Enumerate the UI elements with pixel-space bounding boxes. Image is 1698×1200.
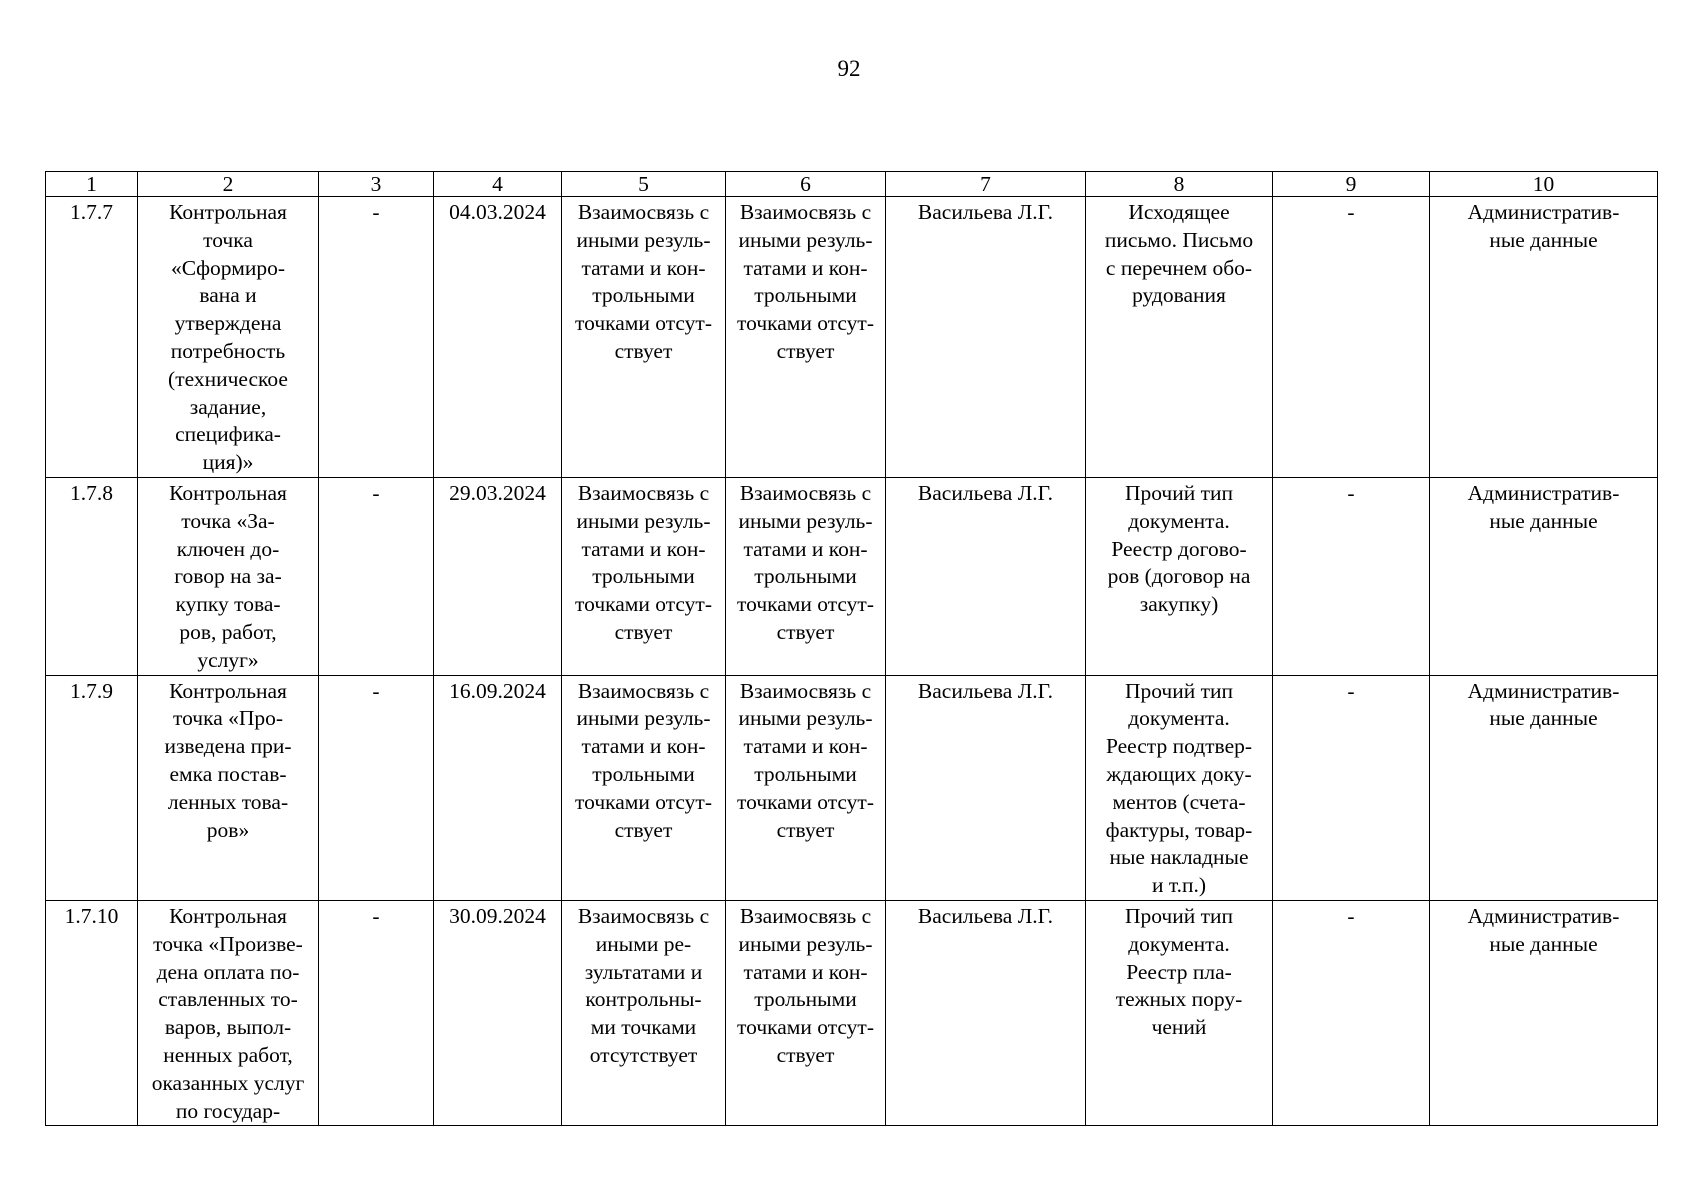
data-source-cell: Административ- ные данные bbox=[1430, 477, 1658, 675]
date-cell: 04.03.2024 bbox=[434, 197, 562, 478]
control-point-name-cell: Контрольная точка «Про- изведена при- емка постав- ленных това- ров» bbox=[138, 675, 319, 900]
column-3-cell: - bbox=[319, 197, 434, 478]
column-number: 6 bbox=[726, 172, 886, 197]
column-9-cell: - bbox=[1273, 675, 1430, 900]
column-number: 1 bbox=[46, 172, 138, 197]
control-point-name-cell: Контрольная точка «За- ключен до- говор на за- купку това- ров, работ, услуг» bbox=[138, 477, 319, 675]
relation-cell-6: Взаимосвязь с иными резуль- татами и кон- трольными точками отсут- ствует bbox=[726, 900, 886, 1125]
relation-cell-6: Взаимосвязь с иными резуль- татами и кон- трольными точками отсут- ствует bbox=[726, 197, 886, 478]
control-points-table bbox=[45, 171, 1658, 1126]
row-number-cell: 1.7.7 bbox=[46, 197, 138, 478]
column-3-cell: - bbox=[319, 675, 434, 900]
data-source-cell: Административ- ные данные bbox=[1430, 197, 1658, 478]
table-row bbox=[46, 900, 1658, 1125]
column-number: 3 bbox=[319, 172, 434, 197]
data-source-cell: Административ- ные данные bbox=[1430, 900, 1658, 1125]
column-number: 2 bbox=[138, 172, 319, 197]
column-number: 8 bbox=[1086, 172, 1273, 197]
column-3-cell: - bbox=[319, 900, 434, 1125]
control-point-name-cell: Контрольная точка «Сформиро- вана и утверждена потребность (техническое задание, специфика- ция)» bbox=[138, 197, 319, 478]
column-number: 7 bbox=[886, 172, 1086, 197]
column-number: 5 bbox=[562, 172, 726, 197]
row-number-cell: 1.7.8 bbox=[46, 477, 138, 675]
document-type-cell: Исходящее письмо. Письмо с перечнем обо- рудования bbox=[1086, 197, 1273, 478]
document-type-cell: Прочий тип документа. Реестр догово- ров (договор на закупку) bbox=[1086, 477, 1273, 675]
responsible-cell: Васильева Л.Г. bbox=[886, 900, 1086, 1125]
column-3-cell: - bbox=[319, 477, 434, 675]
column-9-cell: - bbox=[1273, 197, 1430, 478]
document-type-cell: Прочий тип документа. Реестр пла- тежных пору- чений bbox=[1086, 900, 1273, 1125]
relation-cell-6: Взаимосвязь с иными резуль- татами и кон- трольными точками отсут- ствует bbox=[726, 675, 886, 900]
row-number-cell: 1.7.9 bbox=[46, 675, 138, 900]
relation-cell-5: Взаимосвязь с иными резуль- татами и кон- трольными точками отсут- ствует bbox=[562, 675, 726, 900]
column-number-row bbox=[46, 172, 1658, 197]
document-type-cell: Прочий тип документа. Реестр подтвер- ждающих доку- ментов (счета- фактуры, товар- ные накладные и т.п.) bbox=[1086, 675, 1273, 900]
relation-cell-5: Взаимосвязь с иными ре- зультатами и контрольны- ми точками отсутствует bbox=[562, 900, 726, 1125]
table-row bbox=[46, 477, 1658, 675]
relation-cell-5: Взаимосвязь с иными резуль- татами и кон- трольными точками отсут- ствует bbox=[562, 477, 726, 675]
relation-cell-6: Взаимосвязь с иными резуль- татами и кон- трольными точками отсут- ствует bbox=[726, 477, 886, 675]
date-cell: 29.03.2024 bbox=[434, 477, 562, 675]
column-9-cell: - bbox=[1273, 900, 1430, 1125]
column-number: 9 bbox=[1273, 172, 1430, 197]
responsible-cell: Васильева Л.Г. bbox=[886, 477, 1086, 675]
column-number: 4 bbox=[434, 172, 562, 197]
responsible-cell: Васильева Л.Г. bbox=[886, 675, 1086, 900]
column-number: 10 bbox=[1430, 172, 1658, 197]
row-number-cell: 1.7.10 bbox=[46, 900, 138, 1125]
control-point-name-cell: Контрольная точка «Произве- дена оплата по- ставленных то- варов, выпол- ненных работ, оказанных услуг по государ- bbox=[138, 900, 319, 1125]
date-cell: 16.09.2024 bbox=[434, 675, 562, 900]
table-row bbox=[46, 197, 1658, 478]
date-cell: 30.09.2024 bbox=[434, 900, 562, 1125]
relation-cell-5: Взаимосвязь с иными резуль- татами и кон- трольными точками отсут- ствует bbox=[562, 197, 726, 478]
responsible-cell: Васильева Л.Г. bbox=[886, 197, 1086, 478]
table-row bbox=[46, 675, 1658, 900]
column-9-cell: - bbox=[1273, 477, 1430, 675]
page-number: 92 bbox=[837, 56, 861, 81]
data-source-cell: Административ- ные данные bbox=[1430, 675, 1658, 900]
